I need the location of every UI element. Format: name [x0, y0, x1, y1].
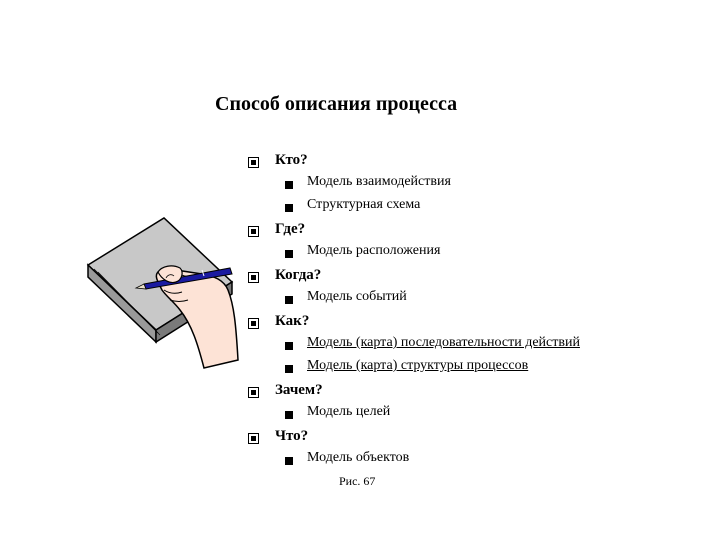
answer-item: Модель взаимодействия	[307, 174, 451, 189]
filled-square-bullet-icon	[285, 411, 293, 419]
question-who: Кто?	[275, 152, 308, 168]
square-bullet-icon	[248, 433, 259, 444]
answer-item: Модель целей	[307, 404, 391, 419]
answer-item: Модель событий	[307, 289, 407, 304]
answer-item: Модель (карта) последовательности действий	[307, 335, 580, 350]
answer-item: Структурная схема	[307, 197, 421, 212]
filled-square-bullet-icon	[285, 181, 293, 189]
slide-title: Способ описания процесса	[215, 93, 458, 115]
question-how: Как?	[275, 313, 310, 329]
answer-item: Модель расположения	[307, 243, 441, 258]
figure-caption: Рис. 67	[339, 474, 376, 488]
filled-square-bullet-icon	[285, 342, 293, 350]
hand-writing-notepad-illustration	[84, 210, 244, 370]
square-bullet-icon	[248, 157, 259, 168]
filled-square-bullet-icon	[285, 250, 293, 258]
answer-item: Модель (карта) структуры процессов	[307, 358, 529, 373]
filled-square-bullet-icon	[285, 204, 293, 212]
square-bullet-icon	[248, 226, 259, 237]
square-bullet-icon	[248, 272, 259, 283]
square-bullet-icon	[248, 318, 259, 329]
question-what: Что?	[275, 428, 309, 444]
question-where: Где?	[275, 221, 306, 237]
filled-square-bullet-icon	[285, 365, 293, 373]
square-bullet-icon	[248, 387, 259, 398]
answer-item: Модель объектов	[307, 450, 410, 465]
filled-square-bullet-icon	[285, 296, 293, 304]
question-why: Зачем?	[275, 382, 323, 398]
question-when: Когда?	[275, 267, 322, 283]
filled-square-bullet-icon	[285, 457, 293, 465]
